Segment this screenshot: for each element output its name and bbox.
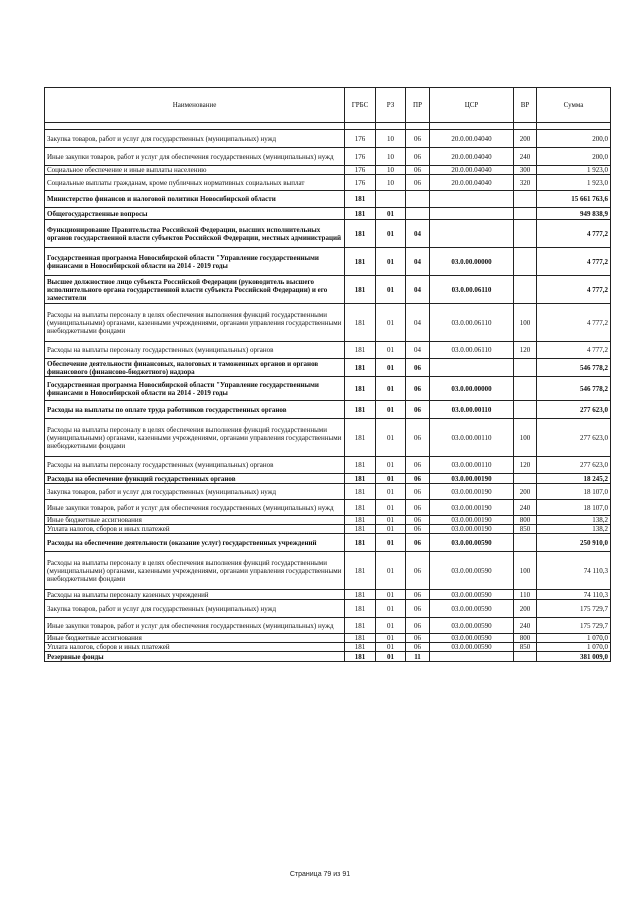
table-row: [45, 419, 611, 457]
cell-vr: [514, 248, 537, 276]
cell-name: Иные бюджетные ассигнования: [45, 634, 345, 643]
cell-sum: 74 110,3: [537, 590, 611, 600]
cell-rz: 01: [376, 600, 406, 618]
cell-rz: 01: [376, 500, 406, 516]
cell-sum: 1 923,0: [537, 166, 611, 175]
cell-sum: 138,2: [537, 516, 611, 525]
cell-csr: 03.0.00.00590: [430, 600, 514, 618]
cell-pr: 04: [406, 248, 430, 276]
table-row: [45, 377, 611, 401]
cell-rz: 10: [376, 148, 406, 166]
cell-sum: 949 838,9: [537, 208, 611, 220]
cell-csr: 03.0.00.00590: [430, 643, 514, 652]
header-grbs: ГРБС: [345, 88, 376, 123]
cell-csr: 20.0.00.04040: [430, 130, 514, 148]
cell-name: Иные закупки товаров, работ и услуг для обеспечения государственных (муниципальных) нужд: [45, 500, 345, 516]
cell-grbs: 181: [345, 552, 376, 590]
cell-rz: 01: [376, 208, 406, 220]
cell-sum: 18 107,0: [537, 484, 611, 500]
cell-csr: 03.0.00.00110: [430, 401, 514, 419]
table-row: [45, 500, 611, 516]
cell-csr: 03.0.00.00190: [430, 516, 514, 525]
cell-rz: 01: [376, 359, 406, 377]
table-row: [45, 634, 611, 643]
cell-csr: 03.0.00.00590: [430, 590, 514, 600]
cell-rz: 01: [376, 652, 406, 662]
cell-sum: 200,0: [537, 130, 611, 148]
cell-pr: 04: [406, 304, 430, 342]
cell-csr: 03.0.00.00110: [430, 419, 514, 457]
cell-vr: [514, 377, 537, 401]
cell-pr: 06: [406, 474, 430, 484]
cell-pr: [406, 191, 430, 208]
cell-csr: 20.0.00.04040: [430, 166, 514, 175]
cell-name: Расходы на выплаты персоналу казенных учреждений: [45, 590, 345, 600]
cell-csr: [430, 359, 514, 377]
table-body: [45, 123, 611, 662]
cell-vr: [514, 474, 537, 484]
cell-rz: 01: [376, 534, 406, 552]
cell-sum: 15 661 763,6: [537, 191, 611, 208]
table-row: [45, 166, 611, 175]
cell-csr: [430, 191, 514, 208]
table-row: [45, 590, 611, 600]
cell-name: Закупка товаров, работ и услуг для государственных (муниципальных) нужд: [45, 130, 345, 148]
cell-rz: 01: [376, 377, 406, 401]
cell-pr: 11: [406, 652, 430, 662]
cell-grbs: 181: [345, 474, 376, 484]
cell-csr: 03.0.00.06110: [430, 276, 514, 304]
cell-sum: 4 777,2: [537, 248, 611, 276]
cell-name: Социальное обеспечение и иные выплаты населению: [45, 166, 345, 175]
table-row: [45, 484, 611, 500]
cell-pr: 04: [406, 342, 430, 359]
table-row: [45, 342, 611, 359]
table-row: [45, 643, 611, 652]
cell-csr: 03.0.00.06110: [430, 304, 514, 342]
table-row: [45, 220, 611, 248]
header-csr: ЦСР: [430, 88, 514, 123]
cell-pr: [406, 208, 430, 220]
cell-grbs: 181: [345, 516, 376, 525]
cell-pr: 06: [406, 175, 430, 191]
cell-sum: 18 245,2: [537, 474, 611, 484]
cell-vr: [514, 359, 537, 377]
cell-grbs: 181: [345, 590, 376, 600]
cell-rz: 01: [376, 248, 406, 276]
header-gap: [45, 123, 611, 130]
cell-vr: 120: [514, 457, 537, 474]
cell-grbs: 181: [345, 208, 376, 220]
cell-pr: 04: [406, 276, 430, 304]
header-pr: ПР: [406, 88, 430, 123]
cell-name: Уплата налогов, сборов и иных платежей: [45, 525, 345, 534]
table-row: [45, 600, 611, 618]
cell-sum: 4 777,2: [537, 304, 611, 342]
cell-rz: 01: [376, 474, 406, 484]
cell-pr: 06: [406, 359, 430, 377]
cell-name: Уплата налогов, сборов и иных платежей: [45, 643, 345, 652]
cell-csr: 03.0.00.00190: [430, 484, 514, 500]
cell-pr: 06: [406, 419, 430, 457]
table-row: [45, 516, 611, 525]
table-row: [45, 359, 611, 377]
cell-csr: 03.0.00.00190: [430, 500, 514, 516]
cell-pr: 06: [406, 148, 430, 166]
cell-vr: [514, 276, 537, 304]
cell-name: Иные закупки товаров, работ и услуг для обеспечения государственных (муниципальных) нужд: [45, 148, 345, 166]
cell-pr: 06: [406, 600, 430, 618]
cell-pr: 06: [406, 534, 430, 552]
cell-pr: 06: [406, 590, 430, 600]
header-vr: ВР: [514, 88, 537, 123]
cell-csr: 03.0.00.00190: [430, 525, 514, 534]
cell-grbs: 176: [345, 175, 376, 191]
cell-vr: 240: [514, 500, 537, 516]
cell-pr: 06: [406, 634, 430, 643]
cell-vr: 300: [514, 166, 537, 175]
cell-csr: [430, 208, 514, 220]
cell-vr: 800: [514, 634, 537, 643]
cell-vr: [514, 220, 537, 248]
table-row: [45, 474, 611, 484]
cell-name: Общегосударственные вопросы: [45, 208, 345, 220]
table-row: [45, 534, 611, 552]
cell-rz: 01: [376, 220, 406, 248]
cell-name: Социальные выплаты гражданам, кроме публичных нормативных социальных выплат: [45, 175, 345, 191]
cell-grbs: 181: [345, 220, 376, 248]
cell-vr: 200: [514, 600, 537, 618]
cell-vr: 200: [514, 130, 537, 148]
cell-rz: 01: [376, 484, 406, 500]
budget-table: [44, 87, 611, 662]
cell-grbs: 181: [345, 652, 376, 662]
cell-pr: 06: [406, 552, 430, 590]
cell-vr: [514, 652, 537, 662]
cell-sum: 546 778,2: [537, 359, 611, 377]
cell-grbs: 181: [345, 457, 376, 474]
table-row: [45, 457, 611, 474]
cell-grbs: 181: [345, 618, 376, 634]
cell-csr: 03.0.00.00590: [430, 618, 514, 634]
cell-name: Закупка товаров, работ и услуг для государственных (муниципальных) нужд: [45, 600, 345, 618]
cell-grbs: 181: [345, 500, 376, 516]
table-row: [45, 175, 611, 191]
table-row: [45, 552, 611, 590]
cell-pr: 04: [406, 220, 430, 248]
cell-sum: 4 777,2: [537, 220, 611, 248]
cell-sum: 138,2: [537, 525, 611, 534]
cell-csr: [430, 652, 514, 662]
cell-pr: 06: [406, 516, 430, 525]
cell-grbs: 181: [345, 525, 376, 534]
table-row: [45, 130, 611, 148]
cell-sum: 18 107,0: [537, 500, 611, 516]
cell-grbs: 181: [345, 276, 376, 304]
cell-grbs: 181: [345, 191, 376, 208]
cell-csr: 03.0.00.00000: [430, 377, 514, 401]
cell-rz: [376, 191, 406, 208]
cell-grbs: 181: [345, 534, 376, 552]
cell-name: Расходы на выплаты персоналу государственных (муниципальных) органов: [45, 342, 345, 359]
cell-grbs: 181: [345, 359, 376, 377]
page-number: Страница 79 из 91: [289, 871, 351, 878]
cell-pr: 06: [406, 525, 430, 534]
cell-vr: [514, 401, 537, 419]
cell-pr: 06: [406, 618, 430, 634]
cell-pr: 06: [406, 500, 430, 516]
cell-csr: 20.0.00.04040: [430, 175, 514, 191]
cell-vr: [514, 208, 537, 220]
cell-name: Расходы на выплаты персоналу в целях обеспечения выполнения функций государственными (муниципальными) органами, казенными учреждениями, органами управления государственными внебюджетными фондами: [45, 304, 345, 342]
cell-vr: 240: [514, 618, 537, 634]
cell-vr: 100: [514, 552, 537, 590]
cell-name: Резервные фонды: [45, 652, 345, 662]
header-rz: РЗ: [376, 88, 406, 123]
cell-vr: 200: [514, 484, 537, 500]
cell-csr: 03.0.00.00590: [430, 534, 514, 552]
table-row: [45, 525, 611, 534]
cell-name: Государственная программа Новосибирской области "Управление государственными финансами в Новосибирской области на 2014 - 2019 годы: [45, 248, 345, 276]
cell-pr: 06: [406, 130, 430, 148]
cell-vr: 110: [514, 590, 537, 600]
header-name: Наименование: [45, 88, 345, 123]
cell-csr: 03.0.00.00590: [430, 634, 514, 643]
cell-rz: 01: [376, 304, 406, 342]
cell-rz: 01: [376, 457, 406, 474]
table-row: [45, 618, 611, 634]
cell-grbs: 181: [345, 304, 376, 342]
table-row: [45, 208, 611, 220]
cell-rz: 01: [376, 634, 406, 643]
cell-rz: 01: [376, 342, 406, 359]
cell-name: Расходы на обеспечение функций государственных органов: [45, 474, 345, 484]
cell-sum: 546 778,2: [537, 377, 611, 401]
cell-grbs: 181: [345, 634, 376, 643]
cell-name: Расходы на выплаты персоналу в целях обеспечения выполнения функций государственными (муниципальными) органами, казенными учреждениями, органами управления государственными внебюджетными фондами: [45, 552, 345, 590]
cell-grbs: 181: [345, 377, 376, 401]
cell-grbs: 181: [345, 484, 376, 500]
table-row: [45, 148, 611, 166]
cell-sum: 381 009,0: [537, 652, 611, 662]
cell-name: Министерство финансов и налоговой политики Новосибирской области: [45, 191, 345, 208]
cell-rz: 01: [376, 419, 406, 457]
table-row: [45, 191, 611, 208]
cell-grbs: 181: [345, 342, 376, 359]
cell-rz: 01: [376, 590, 406, 600]
cell-name: Расходы на выплаты по оплате труда работников государственных органов: [45, 401, 345, 419]
cell-pr: 06: [406, 401, 430, 419]
cell-csr: 03.0.00.00190: [430, 474, 514, 484]
cell-grbs: 181: [345, 401, 376, 419]
table-row: [45, 652, 611, 662]
cell-vr: 240: [514, 148, 537, 166]
cell-name: Закупка товаров, работ и услуг для государственных (муниципальных) нужд: [45, 484, 345, 500]
cell-csr: 03.0.00.00000: [430, 248, 514, 276]
cell-name: Расходы на обеспечение деятельности (оказание услуг) государственных учреждений: [45, 534, 345, 552]
cell-grbs: 181: [345, 248, 376, 276]
table-row: [45, 276, 611, 304]
cell-grbs: 176: [345, 166, 376, 175]
cell-grbs: 181: [345, 600, 376, 618]
cell-vr: 100: [514, 304, 537, 342]
cell-rz: 01: [376, 516, 406, 525]
cell-sum: 4 777,2: [537, 342, 611, 359]
cell-sum: 175 729,7: [537, 600, 611, 618]
cell-vr: [514, 191, 537, 208]
cell-rz: 01: [376, 552, 406, 590]
cell-name: Иные бюджетные ассигнования: [45, 516, 345, 525]
cell-pr: 06: [406, 457, 430, 474]
cell-sum: 175 729,7: [537, 618, 611, 634]
cell-csr: 20.0.00.04040: [430, 148, 514, 166]
cell-sum: 1 070,0: [537, 643, 611, 652]
cell-csr: 03.0.00.06110: [430, 342, 514, 359]
cell-sum: 250 910,0: [537, 534, 611, 552]
cell-grbs: 181: [345, 419, 376, 457]
cell-name: Функционирование Правительства Российской Федерации, высших исполнительных органов государственной власти субъектов Российской Федерации, местных администраций: [45, 220, 345, 248]
table-header-row: [45, 88, 611, 123]
cell-vr: 800: [514, 516, 537, 525]
cell-name: Государственная программа Новосибирской области "Управление государственными финансами в Новосибирской области на 2014 - 2019 годы: [45, 377, 345, 401]
table-row: [45, 304, 611, 342]
cell-rz: 10: [376, 166, 406, 175]
cell-pr: 06: [406, 166, 430, 175]
cell-vr: 120: [514, 342, 537, 359]
cell-pr: 06: [406, 484, 430, 500]
cell-rz: 01: [376, 525, 406, 534]
cell-sum: 277 623,0: [537, 419, 611, 457]
cell-sum: 200,0: [537, 148, 611, 166]
cell-rz: 01: [376, 618, 406, 634]
cell-sum: 1 923,0: [537, 175, 611, 191]
cell-name: Расходы на выплаты персоналу государственных (муниципальных) органов: [45, 457, 345, 474]
table-row: [45, 401, 611, 419]
cell-rz: 10: [376, 130, 406, 148]
cell-csr: 03.0.00.00110: [430, 457, 514, 474]
cell-vr: 100: [514, 419, 537, 457]
cell-csr: 03.0.00.00590: [430, 552, 514, 590]
cell-grbs: 176: [345, 130, 376, 148]
cell-name: Обеспечение деятельности финансовых, налоговых и таможенных органов и органов финансового (финансово-бюджетного) надзора: [45, 359, 345, 377]
cell-sum: 4 777,2: [537, 276, 611, 304]
cell-name: Иные закупки товаров, работ и услуг для обеспечения государственных (муниципальных) нужд: [45, 618, 345, 634]
cell-rz: 01: [376, 643, 406, 652]
cell-grbs: 181: [345, 643, 376, 652]
cell-vr: 320: [514, 175, 537, 191]
cell-sum: 1 070,0: [537, 634, 611, 643]
cell-grbs: 176: [345, 148, 376, 166]
cell-sum: 74 110,3: [537, 552, 611, 590]
cell-rz: 01: [376, 401, 406, 419]
cell-sum: 277 623,0: [537, 457, 611, 474]
cell-vr: [514, 534, 537, 552]
cell-name: Расходы на выплаты персоналу в целях обеспечения выполнения функций государственными (муниципальными) органами, казенными учреждениями, органами управления государственными внебюджетными фондами: [45, 419, 345, 457]
cell-name: Высшее должностное лицо субъекта Российской Федерации (руководитель высшего исполнительного органа государственной власти субъекта Российской Федерации) и его заместители: [45, 276, 345, 304]
cell-pr: 06: [406, 377, 430, 401]
cell-rz: 01: [376, 276, 406, 304]
cell-sum: 277 623,0: [537, 401, 611, 419]
cell-vr: 850: [514, 643, 537, 652]
cell-vr: 850: [514, 525, 537, 534]
cell-rz: 10: [376, 175, 406, 191]
header-sum: Сумма: [537, 88, 611, 123]
table-row: [45, 248, 611, 276]
cell-pr: 06: [406, 643, 430, 652]
cell-csr: [430, 220, 514, 248]
